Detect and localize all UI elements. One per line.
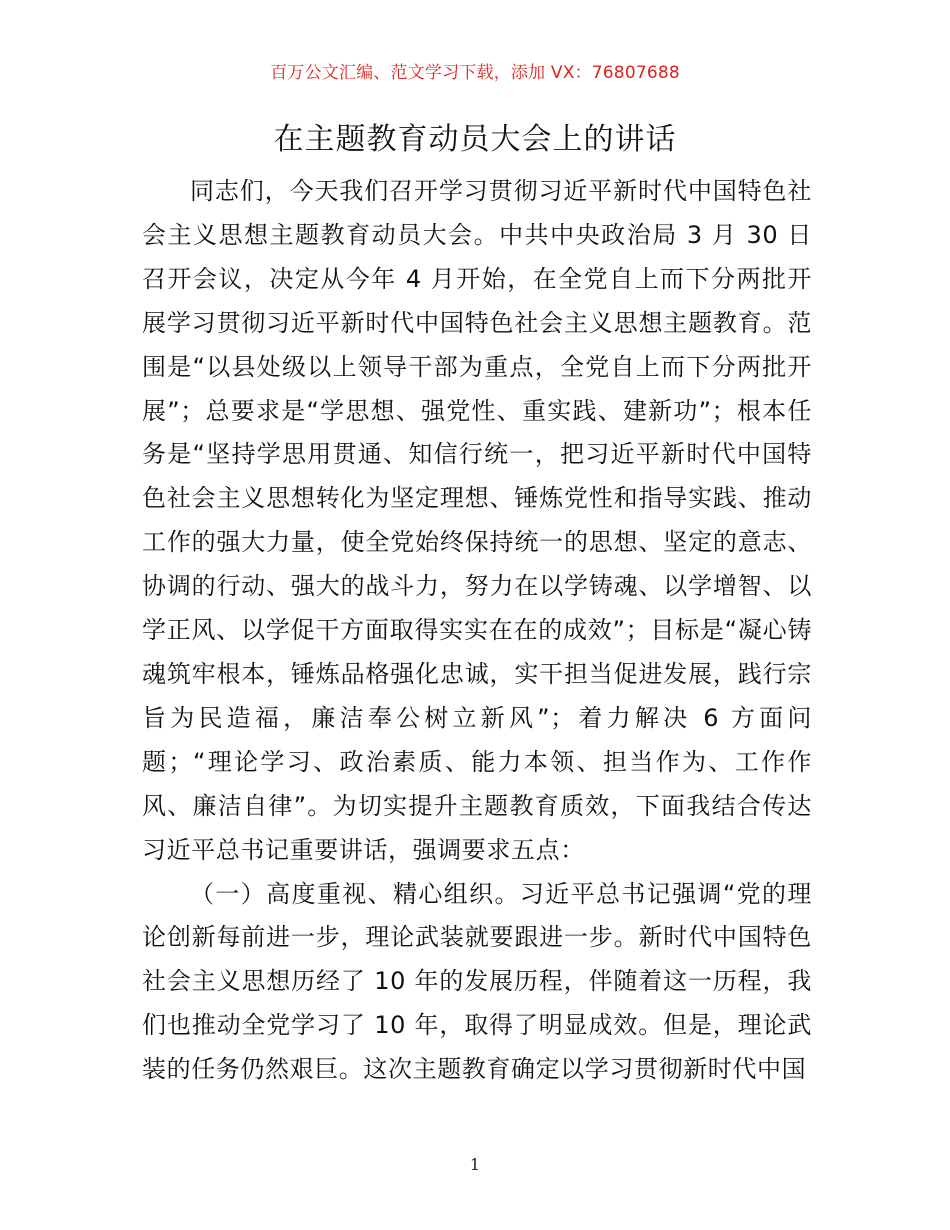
page-number: 1 (469, 1155, 481, 1174)
header-promo-note: 百万公文汇编、范文学习下载，添加 VX：76807688 (270, 63, 680, 83)
body-paragraph: 同志们，今天我们召开学习贯彻习近平新时代中国特色社会主义思想主题教育动员大会。中共中央政治局 3 月 30 日召开会议，决定从今年 4 月开始，在全党自上而下分两批开展学习贯彻习近平新时代中国特色社会主义思想主题教育。范围是“以县处级以上领导干部为重点，全党自上而下分两批开展”；总要求是“学思想、强党性、重实践、建新功”；根本任务是“坚持学思用贯通、知信行统一，把习近平新时代中国特色社会主义思想转化为坚定理想、锤炼党性和指导实践、推动工作的强大力量，使全党始终保持统一的思想、坚定的意志、协调的行动、强大的战斗力，努力在以学铸魂、以学增智、以学正风、以学促干方面取得实实在在的成效”；目标是“凝心铸魂筑牢根本，锤炼品格强化忠诚，实干担当促进发展，践行宗旨为民造福，廉洁奉公树立新风”；着力解决 6 方面问题；“理论学习、政治素质、能力本领、担当作为、工作作风、廉洁自律”。为切实提升主题教育质效，下面我结合传达习近平总书记重要讲话，强调要求五点： (142, 177, 812, 864)
document-body (142, 170, 812, 1092)
document-title: 在主题教育动员大会上的讲话 (273, 122, 677, 157)
body-paragraph: （一）高度重视、精心组织。习近平总书记强调“党的理论创新每前进一步，理论武装就要跟进一步。新时代中国特色社会主义思想历经了 10 年的发展历程，伴随着这一历程，我们也推动全党学习了 10 年，取得了明显成效。但是，理论武装的任务仍然艰巨。这次主题教育确定以学习贯彻新时代中国 (142, 879, 812, 1084)
